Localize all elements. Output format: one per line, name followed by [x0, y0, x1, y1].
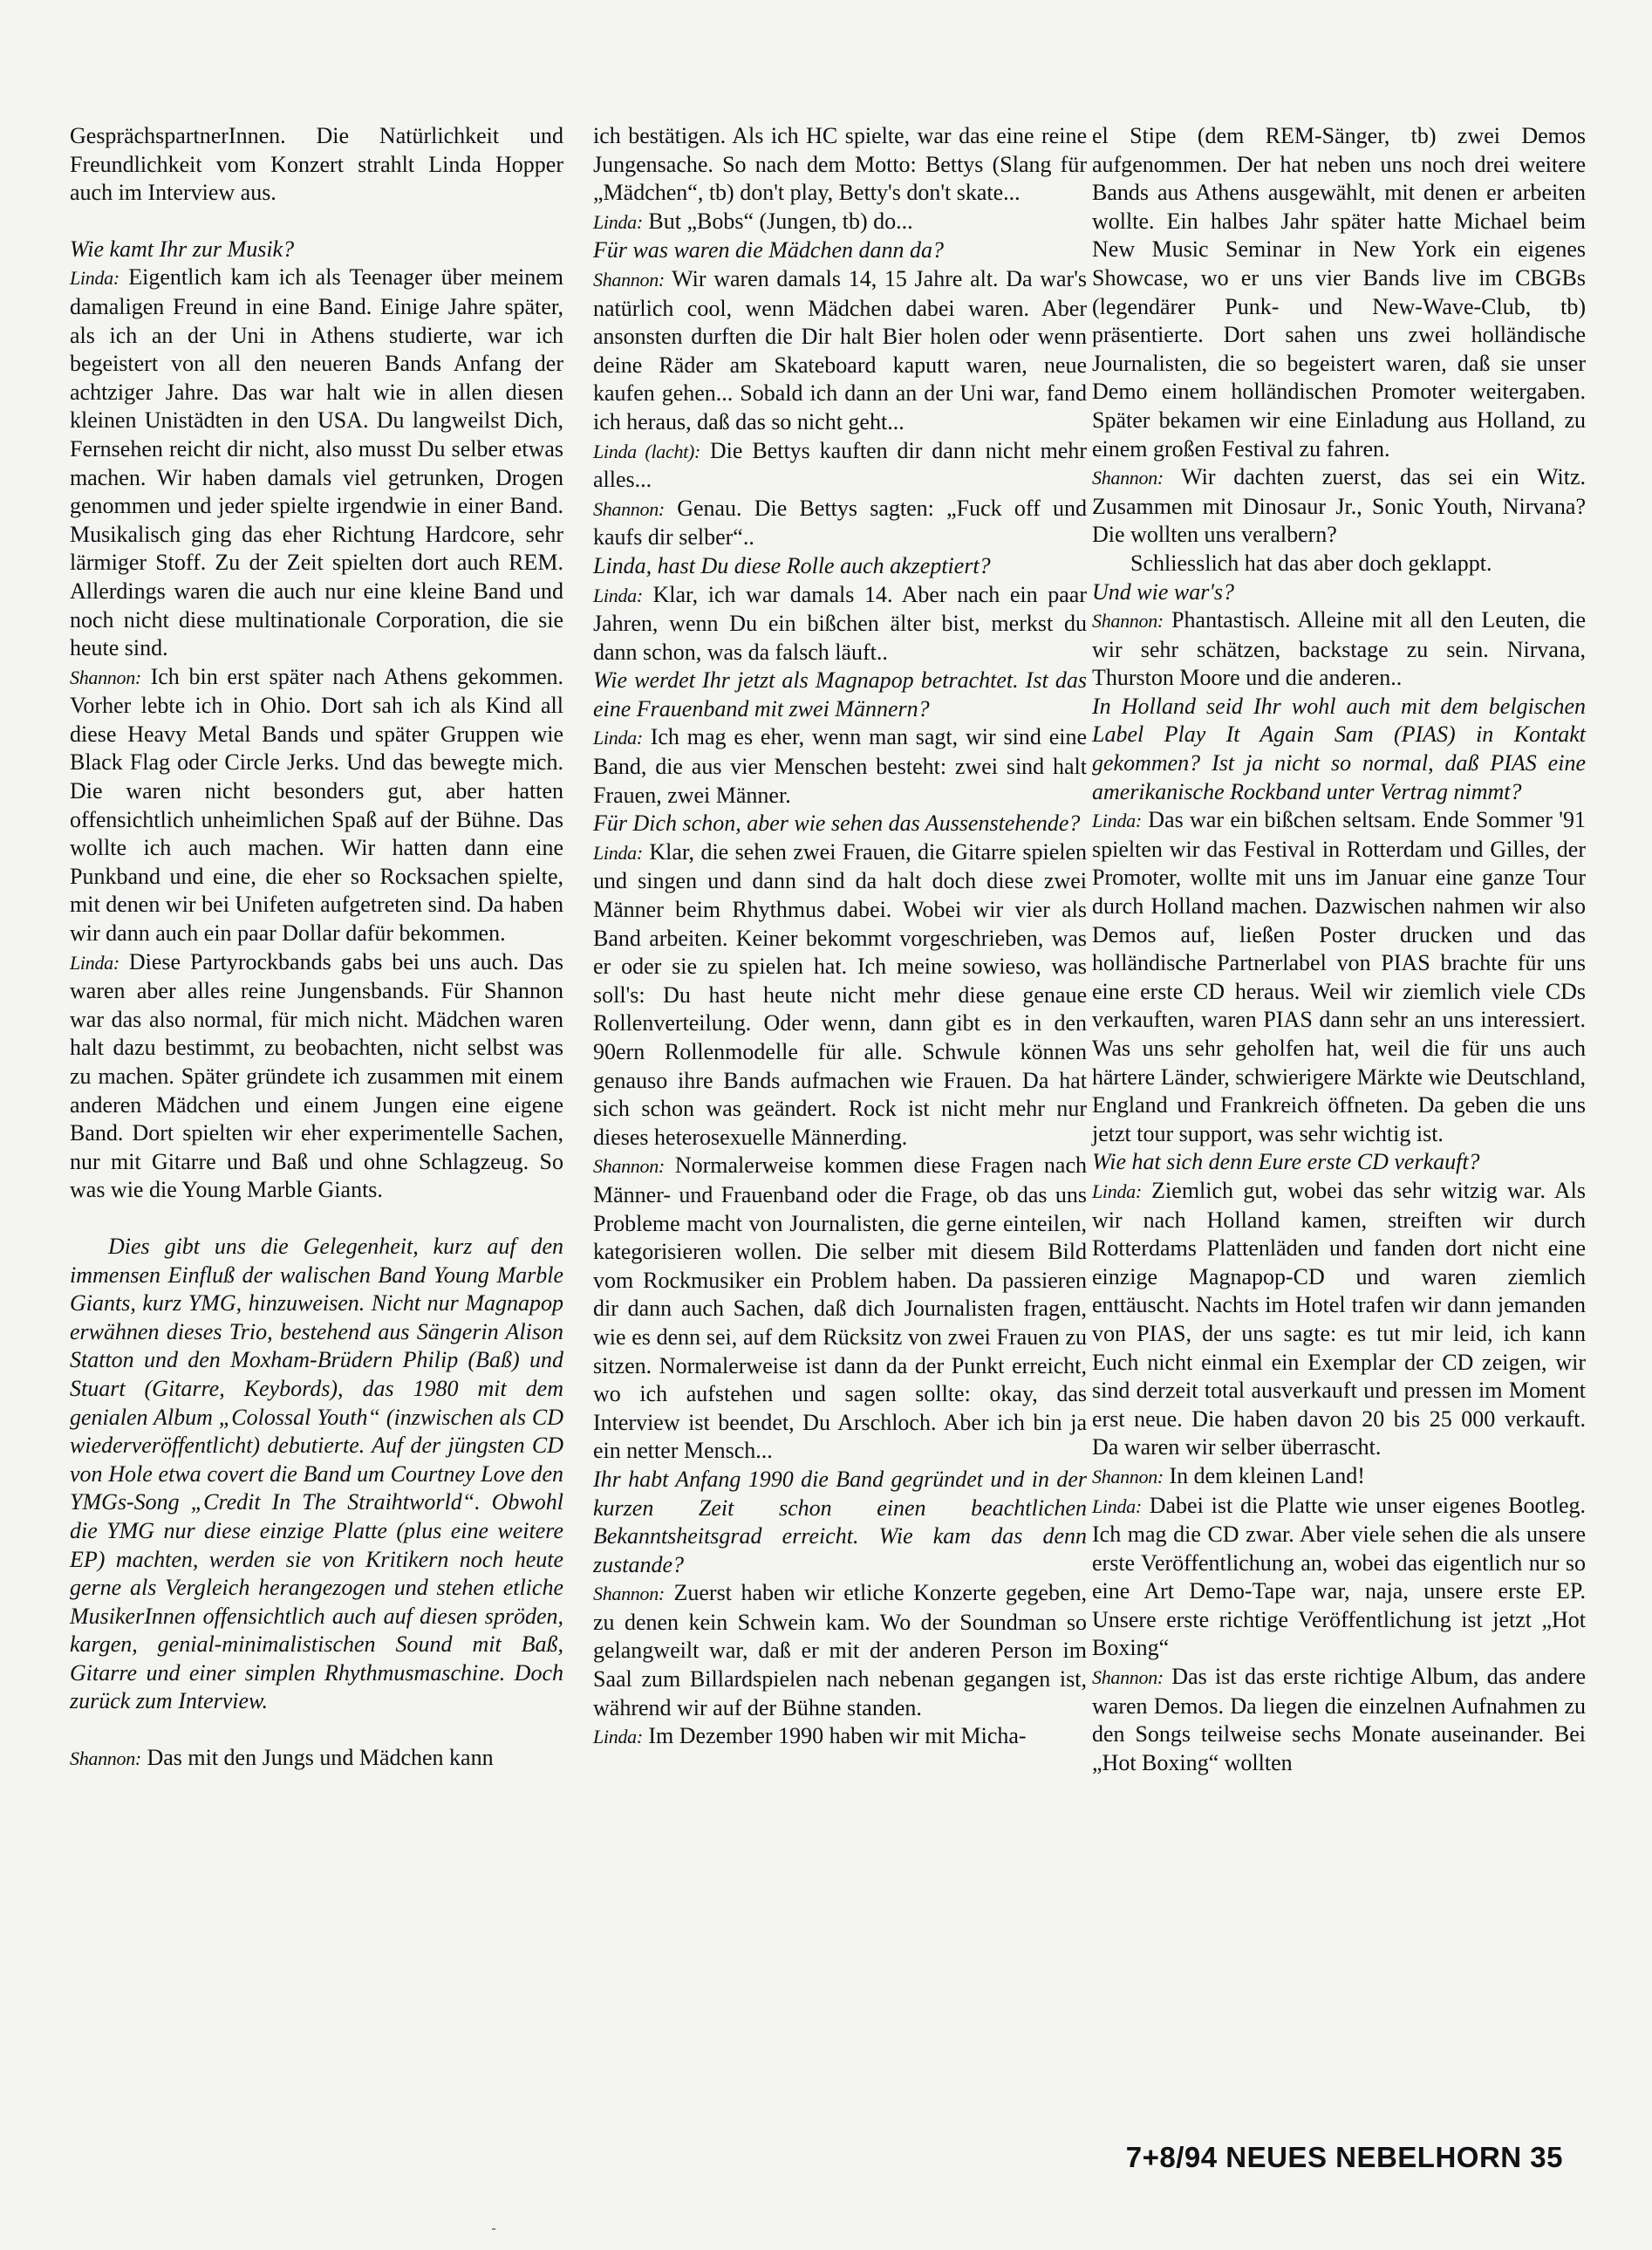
paragraph-text: Ziemlich gut, wobei das sehr witzig war. Als wir nach Holland kamen, streiften wir durch Rotterdams Plattenläden und fanden dort nicht eine einzige Magnapop-CD und waren ziemlich enttäuscht. Nachts im Hotel trafen wir dann jemanden von PIAS, der uns sagte: es tut mir leid, ich kann Euch nicht einmal ein Exemplar der CD zeigen, wir sind derzeit total ausverkauft und pressen im Moment erst neue. Die haben davon 20 bis 25 000 verkauft. Da waren wir selber überrascht.: [1092, 1177, 1587, 1460]
text-column-3: [1092, 122, 1586, 1777]
paragraph-text: Das mit den Jungs und Mädchen kann: [147, 1745, 494, 1771]
paragraph-text: Linda, hast Du diese Rolle auch akzeptiert?: [593, 552, 991, 578]
paragraph-text: Dabei ist die Platte wie unser eigenes Bootleg. Ich mag die CD zwar. Aber viele sehen die als unsere erste Veröffentlichung an, wobei das eigentlich nur so eine Art Demo-Tape war, naja, unsere erste EP. Unsere erste richtige Veröffentlichung ist jetzt „Hot Boxing“: [1092, 1492, 1586, 1661]
interview-answer: [1092, 1462, 1586, 1492]
paragraph-text: Klar, ich war damals 14. Aber nach ein paar Jahren, wenn Du ein bißchen älter bist, merkst du dann schon, was da falsch läuft..: [593, 581, 1087, 665]
speaker-name: Linda:: [1092, 1180, 1142, 1202]
paragraph-text: Ich bin erst später nach Athens gekommen. Vorher lebte ich in Ohio. Dort sah ich als Kind all diese Heavy Metal Bands und später Gruppen wie Black Flag oder Circle Jerks. Und das bewegte mich. Die waren nicht besonders gut, aber hatten offensichtlich unheimlichen Spaß auf der Bühne. Das wollte ich auch machen. Wir hatten dann eine Punkband und eine, die eher so Rocksachen spielte, mit denen wir bei Unifeten aufgetreten sind. Da haben wir dann auch ein paar Dollar dafür bekommen.: [70, 663, 564, 947]
speaker-name: Shannon:: [1092, 1465, 1164, 1487]
speaker-name: Linda:: [593, 727, 643, 749]
speaker-name: Linda (lacht):: [593, 440, 701, 462]
interview-answer: [593, 495, 1087, 552]
speaker-name: Shannon:: [593, 497, 665, 520]
interview-question: [1092, 693, 1586, 806]
interview-answer: [593, 265, 1087, 437]
interview-answer: [70, 122, 563, 208]
interview-question: [593, 236, 1087, 265]
paragraph: [1092, 550, 1586, 578]
paragraph-text: Wie kamt Ihr zur Musik?: [70, 236, 295, 262]
speaker-name: Shannon:: [593, 1583, 665, 1605]
paragraph-text: In dem kleinen Land!: [1169, 1462, 1365, 1488]
paragraph-text: Das ist das erste richtige Album, das andere waren Demos. Da liegen die einzelnen Aufnahmen zu den Songs teilweise sechs Monate auseinander. Bei „Hot Boxing“ wollten: [1092, 1664, 1587, 1775]
paragraph-text: Für was waren die Mädchen dann da?: [593, 237, 944, 263]
speaker-name: Linda:: [1092, 810, 1142, 832]
speaker-name: Shannon:: [1092, 467, 1164, 489]
text-column-1: [70, 122, 563, 1774]
interview-answer: [593, 1579, 1087, 1722]
paragraph-text: In Holland seid Ihr wohl auch mit dem belgischen Label Play It Again Sam (PIAS) in Kontakt gekommen? Ist ja nicht so normal, daß PIAS eine amerikanische Rockband unter Vertrag nimmt?: [1092, 693, 1586, 804]
paragraph-text: Eigentlich kam ich als Teenager über meinem damaligen Freund in eine Band. Einige Jahre später, als ich an der Uni in Athens studierte, war ich begeistert von all den neueren Bands Anfang der achtziger Jahre. Das war halt wie in allen diesen kleinen Unistädten in den USA. Du langweilst Dich, Fernsehen reicht dir nicht, also musst Du selber etwas machen. Wir haben damals viel getrunken, Drogen genommen und jeder spielte irgendwie in einer Band. Musikalisch ging das eher Richtung Hardcore, sehr lärmiger Stoff. Zu der Zeit spielten dort auch REM. Allerdings waren die auch nur eine kleine Band und noch nicht diese multinationale Corporation, die sie heute sind.: [70, 264, 563, 661]
paragraph-text: Ich mag es eher, wenn man sagt, wir sind eine Band, die aus vier Menschen besteht: zwei sind halt Frauen, zwei Männer.: [593, 724, 1087, 808]
paragraph-text: Zuerst haben wir etliche Konzerte gegeben, zu denen kein Schwein kam. Wo der Soundman so gelangweilt war, daß er mit der anderen Person im Saal zum Billardspielen nach nebenan gegangen ist, während wir auf der Bühne standen.: [593, 1580, 1088, 1720]
paragraph-text: Normalerweise kommen diese Fragen nach Männer- und Frauenband oder die Frage, ob das uns Probleme macht von Journalisten, die gerne einteilen, kategorisieren wollen. Die selber mit diesem Bild vom Rockmusiker ein Problem haben. Da passieren dir dann auch Sachen, daß dich Journalisten fragen, wie es denn sei, auf dem Rücksitz von zwei Frauen zu sitzen. Normalerweise ist dann da der Punkt erreicht, wo ich aufstehen und sagen sollte: okay, das Interview ist beendet, Du Arschloch. Aber ich bin ja ein netter Mensch...: [593, 1152, 1088, 1464]
paragraph-text: Genau. Die Bettys sagten: „Fuck off und kaufs dir selber“..: [593, 495, 1087, 551]
interview-answer: [1092, 606, 1586, 693]
interview-answer: [593, 838, 1087, 1152]
interview-answer: [70, 948, 563, 1205]
interview-answer: [593, 1152, 1087, 1466]
interview-answer: [1092, 1177, 1586, 1462]
interview-question: [70, 236, 563, 264]
paragraph-text: Phantastisch. Alleine mit all den Leuten, die wir sehr schätzen, backstage zu sein. Nirvana, Thurston Moore und die anderen..: [1092, 607, 1586, 691]
speaker-name: Linda:: [1092, 1494, 1142, 1517]
interview-answer: [593, 1722, 1087, 1752]
speaker-name: Shannon:: [70, 666, 141, 688]
interview-question: [1092, 578, 1586, 607]
interview-answer: [593, 208, 1087, 237]
interview-answer: [70, 663, 563, 948]
paragraph-text: Klar, die sehen zwei Frauen, die Gitarre spielen und singen und dann sind da halt doch diese zwei Männer beim Rhythmus dabei. Wobei wir vier als Band arbeiten. Keiner bekommt vorgeschrieben, was er oder sie zu spielen hat. Ich meine sowieso, was soll's: Du hast heute nicht mehr diese genaue Rollenverteilung. Oder wenn, dann gibt es in den 90ern Rollenmodelle für alle. Schwule können genauso ihre Bands aufmachen wie Frauen. Da hat sich schon was geändert. Rock ist nicht mehr nur dieses heterosexuelle Männerding.: [593, 838, 1087, 1150]
interview-question: [593, 1466, 1087, 1579]
paragraph-text: Diese Partyrockbands gabs bei uns auch. Das waren aber alles reine Jungensbands. Für Shannon war das also normal, für mich nicht. Mädchen waren halt dazu bestimmt, zu beobachten, nicht selbst was zu machen. Später gründete ich zusammen mit einem anderen Mädchen und einem Jungen eine eigene Band. Dort spielten wir eher experimentelle Sachen, nur mit Gitarre und Baß und ohne Schlagzeug. So was wie die Young Marble Giants.: [70, 948, 563, 1203]
interview-answer: [593, 437, 1087, 495]
paragraph-text: Das war ein bißchen seltsam. Ende Sommer '91 spielten wir das Festival in Rotterdam und Gilles, der Promoter, wollte mit uns im Januar eine ganze Tour durch Holland machen. Dazwischen nahmen wir also Demos auf, ließen Poster drucken und das holländische Partnerlabel von PIAS brachte für uns eine erste CD heraus. Weil wir ziemlich viele CDs verkauften, waren PIAS dann sehr an uns interessiert. Was uns sehr geholfen hat, weil die für uns auch härtere Länder, schwierigere Märkte wie Deutschland, England und Frankreich öffneten. Da geben die uns jetzt tour support, was sehr wichtig ist.: [1092, 807, 1586, 1146]
interview-question: [1092, 1148, 1586, 1177]
speaker-name: Shannon:: [1092, 610, 1164, 633]
interview-answer: [1092, 1492, 1586, 1664]
interview-answer: [1092, 463, 1586, 550]
paragraph-text: Ihr habt Anfang 1990 die Band gegründet und in der kurzen Zeit schon einen beachtlichen Bekanntsheitsgrad erreicht. Wie kam das denn zustande?: [593, 1466, 1087, 1577]
paragraph-text: Wir waren damals 14, 15 Jahre alt. Da war's natürlich cool, wenn Mädchen dabei waren. Aber ansonsten durften die Dir halt Bier holen oder wenn deine Räder am Skateboard kaputt waren, neue kaufen gehen... Sobald ich dann an der Uni war, fand ich heraus, daß das so nicht geht...: [593, 265, 1087, 434]
paragraph-text: GesprächspartnerInnen. Die Natürlichkeit und Freundlichkeit vom Konzert strahlt Linda Hopper auch im Interview aus.: [70, 123, 563, 206]
interview-answer: [593, 723, 1087, 810]
paragraph-text: Im Dezember 1990 haben wir mit Micha-: [648, 1723, 1027, 1749]
speaker-name: Linda:: [593, 1726, 643, 1748]
paragraph-text: ich bestätigen. Als ich HC spielte, war das eine reine Jungensache. So nach dem Motto: Bettys (Slang für „Mädchen“, tb) don't play, Betty's don't skate...: [593, 123, 1087, 206]
speaker-name: Linda:: [70, 951, 119, 974]
interview-answer: [593, 581, 1087, 667]
speaker-name: Linda:: [593, 841, 643, 864]
paragraph-text: Wir dachten zuerst, das sei ein Witz. Zusammen mit Dinosaur Jr., Sonic Youth, Nirvana? Die wollten uns veralbern?: [1092, 464, 1587, 548]
interview-answer: [593, 122, 1087, 208]
speaker-name: Shannon:: [70, 1747, 141, 1770]
print-speck: [492, 2228, 495, 2230]
interview-answer: [1092, 1663, 1586, 1777]
speaker-name: Shannon:: [593, 1155, 665, 1178]
paragraph-text: Wie hat sich denn Eure erste CD verkauft?: [1092, 1149, 1480, 1175]
speaker-name: Linda:: [593, 210, 643, 233]
paragraph-text: Für Dich schon, aber wie sehen das Aussenstehende?: [593, 810, 1081, 837]
interview-answer: [1092, 122, 1586, 463]
paragraph-text: Wie werdet Ihr jetzt als Magnapop betrachtet. Ist das eine Frauenband mit zwei Männern?: [593, 667, 1087, 722]
paragraph-text: Schliesslich hat das aber doch geklappt.: [1130, 550, 1492, 576]
speaker-name: Linda:: [593, 584, 643, 606]
interview-answer: [70, 1744, 563, 1774]
paragraph-text: el Stipe (dem REM-Sänger, tb) zwei Demos aufgenommen. Der hat neben uns noch drei weitere Bands aus Athens ausgewählt, mit denen er arbeiten wollte. Ein halbes Jahr später hatte Michael beim New Music Seminar in New York ein eigenes Showcase, wo er uns vier Bands live im CBGBs (legendärer Punk- und New-Wave-Club, tb) präsentierte. Dort sahen uns zwei holländische Journalisten, die so begeistert waren, daß sie unser Demo einem holländischen Promoter weitergaben. Später bekamen wir eine Einladung aus Holland, zu einem großen Festival zu fahren.: [1092, 123, 1586, 462]
interview-question: [593, 552, 1087, 581]
speaker-name: Shannon:: [593, 268, 665, 291]
paragraph-text: Dies gibt uns die Gelegenheit, kurz auf den immensen Einfluß der walischen Band Young Marble Giants, kurz YMG, hinzuweisen. Nicht nur Magnapop erwähnen dieses Trio, bestehend aus Sängerin Alison Statton und den Moxham-Brüdern Philip (Baß) und Stuart (Gitarre, Keybords), das 1980 mit dem genialen Album „Colossal Youth“ (inzwischen als CD wiederveröffentlicht) debutierte. Auf der jüngsten CD von Hole etwa covert die Band um Courtney Love den YMGs-Song „Credit In The Straihtworld“. Obwohl die YMG nur diese einzige Platte (plus eine weitere EP) machten, werden sie von Kritikern noch heute gerne als Vergleich herangezogen und stehen etliche MusikerInnen offensichtlich auch auf diesen spröden, kargen, genial-minimalistischen Sound mit Baß, Gitarre und einer simplen Rhythmusmaschine. Doch zurück zum Interview.: [70, 1233, 563, 1714]
interview-answer: [70, 263, 563, 662]
text-column-2: [593, 122, 1087, 1752]
paragraph-text: Und wie war's?: [1092, 578, 1235, 605]
paragraph-text: Die Bettys kauften dir dann nicht mehr alles...: [593, 437, 1088, 493]
page-footer: 7+8/94 NEUES NEBELHORN 35: [1125, 2141, 1563, 2173]
interview-question: [593, 667, 1087, 723]
interview-answer: [1092, 806, 1586, 1148]
editorial-note: [70, 1233, 563, 1716]
speaker-name: Shannon:: [1092, 1666, 1164, 1689]
paragraph-text: But „Bobs“ (Jungen, tb) do...: [648, 208, 913, 234]
speaker-name: Linda:: [70, 267, 119, 290]
interview-question: [593, 810, 1087, 838]
